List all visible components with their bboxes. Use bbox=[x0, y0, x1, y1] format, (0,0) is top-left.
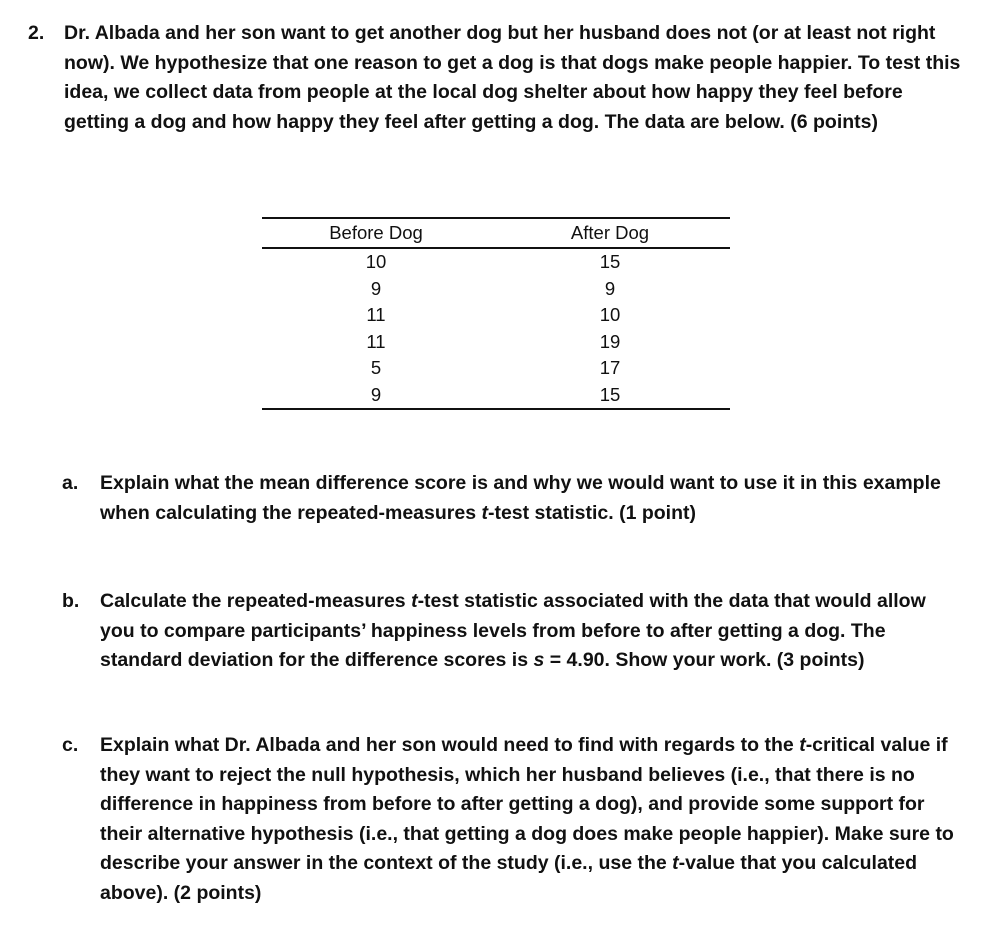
after-value: 17 bbox=[599, 357, 621, 379]
part-b-text bbox=[100, 587, 965, 676]
before-value: 10 bbox=[365, 251, 387, 273]
part-c-text-1: Explain what Dr. Albada and her son would need to find with regards to the bbox=[100, 734, 800, 756]
question-number: 2. bbox=[28, 22, 45, 44]
part-c-text-3: -value that you calculated above). (2 points) bbox=[100, 852, 918, 904]
part-c-text bbox=[100, 731, 965, 908]
part-a-text-2: -test statistic. (1 point) bbox=[487, 501, 696, 524]
before-value: 9 bbox=[370, 277, 382, 299]
after-value: 9 bbox=[604, 277, 616, 299]
table-row bbox=[262, 248, 730, 276]
part-a bbox=[62, 469, 967, 528]
table-row bbox=[262, 382, 730, 410]
table-header-row bbox=[262, 218, 730, 248]
part-b-italic-s: s bbox=[533, 649, 545, 671]
part-b-text-2: -test statistic associated with the data that would allow you to compare participants’ happiness levels from before to after getting a dog. The standard deviation for the difference scores is bbox=[100, 590, 926, 671]
table-row bbox=[262, 355, 730, 382]
data-table bbox=[262, 217, 730, 410]
part-b bbox=[62, 587, 967, 676]
before-value: 11 bbox=[366, 304, 386, 326]
table-row bbox=[262, 276, 730, 303]
question-text: Dr. Albada and her son want to get another dog but her husband does not (or at least not right now). We hypothesize that one reason to get a dog is that dogs make people happier. To test this idea, we collect data from people at the local dog shelter about how happy they feel before getting a dog and how happy they feel after getting a dog. The data are below. (6 points) bbox=[64, 22, 961, 133]
part-b-label: b. bbox=[62, 590, 80, 612]
part-b-italic-t: t bbox=[411, 590, 418, 612]
header-after-dog: After Dog bbox=[490, 218, 730, 248]
after-value: 15 bbox=[490, 382, 730, 410]
header-before-dog: Before Dog bbox=[262, 218, 490, 248]
part-b-text-3: = 4.90. Show your work. (3 points) bbox=[544, 649, 865, 671]
part-c-label: c. bbox=[62, 734, 79, 756]
part-a-label: a. bbox=[62, 472, 79, 494]
part-c bbox=[62, 731, 967, 908]
after-value: 10 bbox=[599, 304, 621, 326]
part-c-italic-t: t bbox=[799, 734, 806, 756]
part-a-italic-t: t bbox=[481, 501, 488, 524]
before-value: 5 bbox=[370, 357, 382, 379]
part-a-text-1: Explain what the mean difference score is and why we would want to use it in this example when calculating the repeated-measures bbox=[100, 472, 941, 524]
table-row bbox=[262, 329, 730, 356]
before-value: 11 bbox=[366, 330, 386, 352]
table-row bbox=[262, 302, 730, 329]
after-value: 19 bbox=[599, 330, 621, 352]
part-c-italic-t-2: t bbox=[672, 852, 679, 874]
part-b-text-1: Calculate the repeated-measures bbox=[100, 590, 412, 612]
part-a-text bbox=[100, 469, 965, 528]
part-c-text-2: -critical value if they want to reject the null hypothesis, which her husband believes (i.e., that there is no difference in happiness from before to after getting a dog), and provide some support for their alternative hypothesis (i.e., that getting a dog does make people happier). Make sure to describe your answer in the context of the study (i.e., use the bbox=[100, 734, 954, 874]
after-value: 15 bbox=[599, 251, 621, 273]
before-value: 9 bbox=[262, 382, 490, 410]
question-2 bbox=[28, 19, 973, 137]
